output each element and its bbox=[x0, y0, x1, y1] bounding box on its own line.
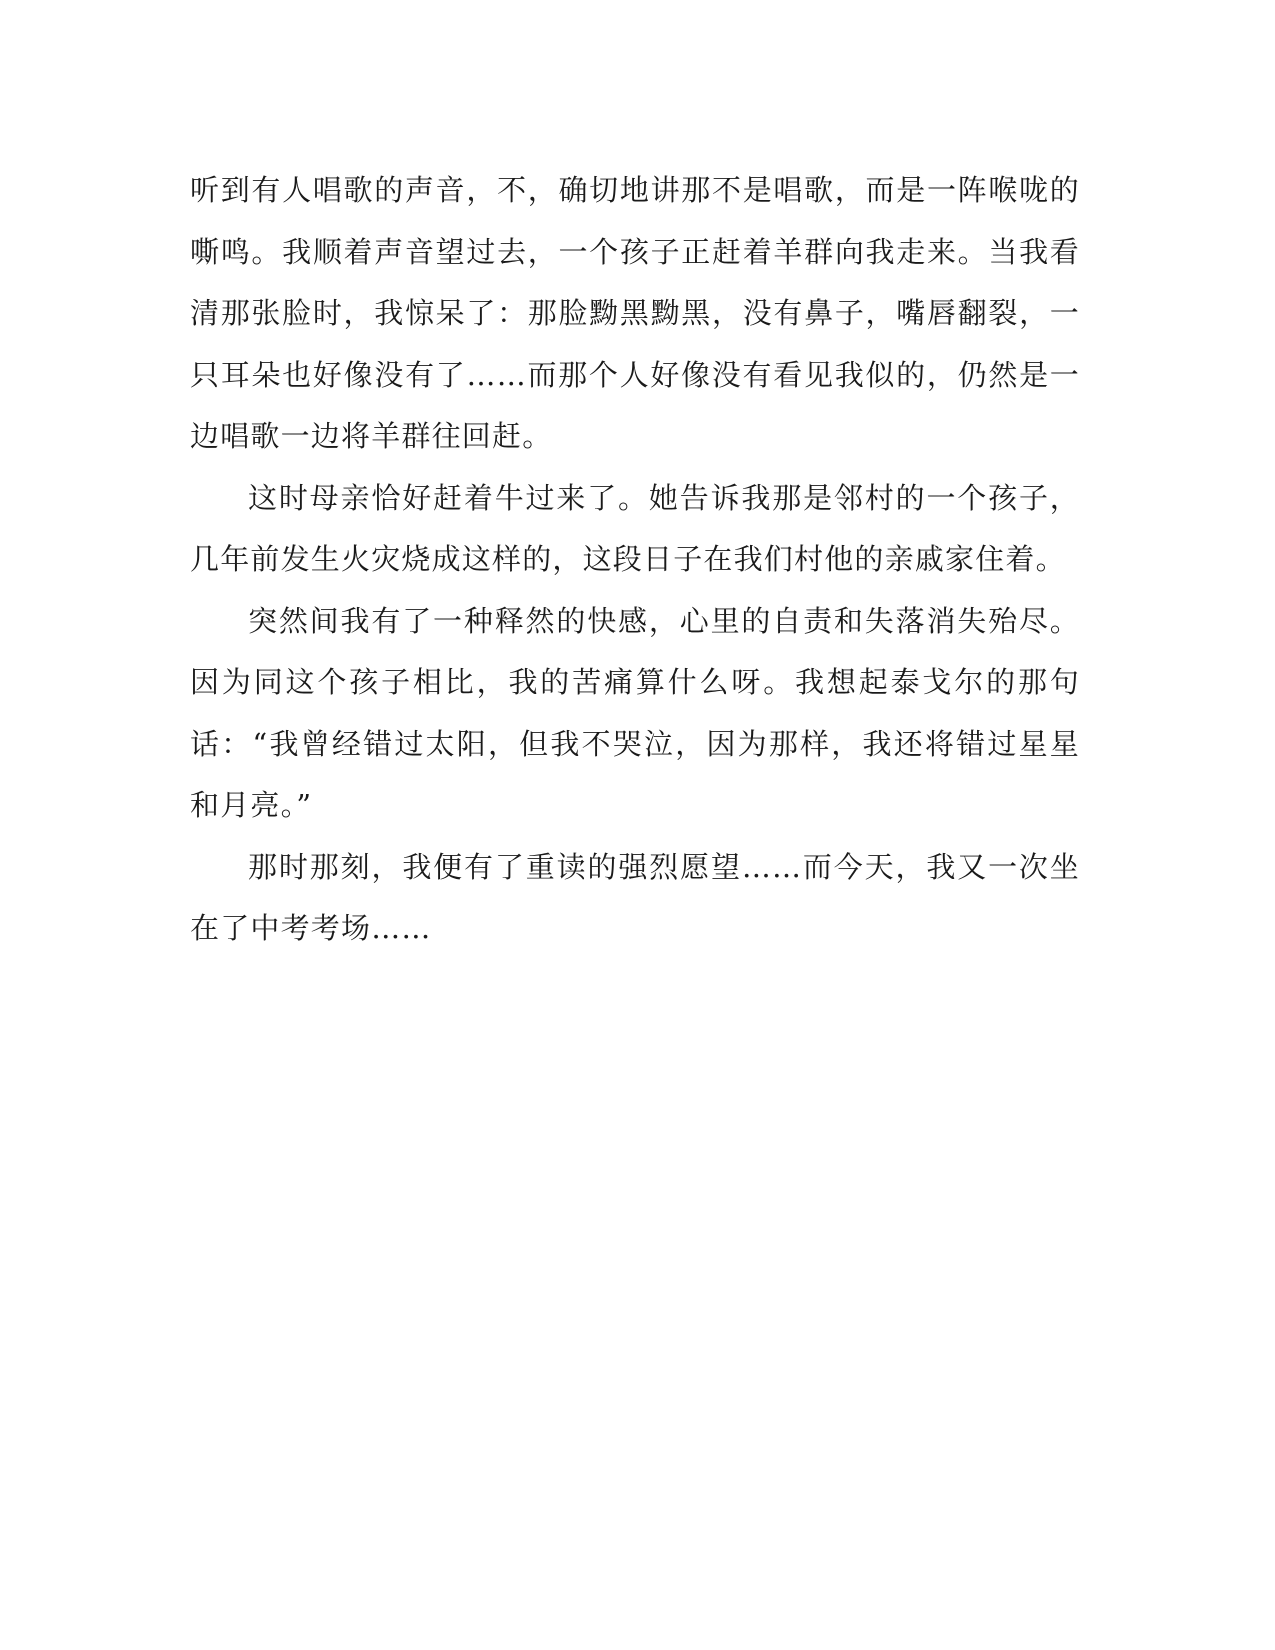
paragraph-2: 这时母亲恰好赶着牛过来了。她告诉我那是邻村的一个孩子，几年前发生火灾烧成这样的，这段日子在我们村他的亲戚家住着。 bbox=[190, 480, 1080, 576]
paragraph-3: 突然间我有了一种释然的快感，心里的自责和失落消失殆尽。因为同这个孩子相比，我的苦痛算什么呀。我想起泰戈尔的那句话：“我曾经错过太阳，但我不哭泣，因为那样，我还将错过星星和月亮。” bbox=[190, 603, 1080, 822]
document-body bbox=[190, 160, 1080, 960]
paragraph-4: 那时那刻，我便有了重读的强烈愿望……而今天，我又一次坐在了中考考场…… bbox=[190, 849, 1080, 945]
paragraph-1: 听到有人唱歌的声音，不，确切地讲那不是唱歌，而是一阵喉咙的嘶鸣。我顺着声音望过去，一个孩子正赶着羊群向我走来。当我看清那张脸时，我惊呆了：那脸黝黑黝黑，没有鼻子，嘴唇翻裂，一只耳朵也好像没有了……而那个人好像没有看见我似的，仍然是一边唱歌一边将羊群往回赶。 bbox=[190, 173, 1080, 453]
